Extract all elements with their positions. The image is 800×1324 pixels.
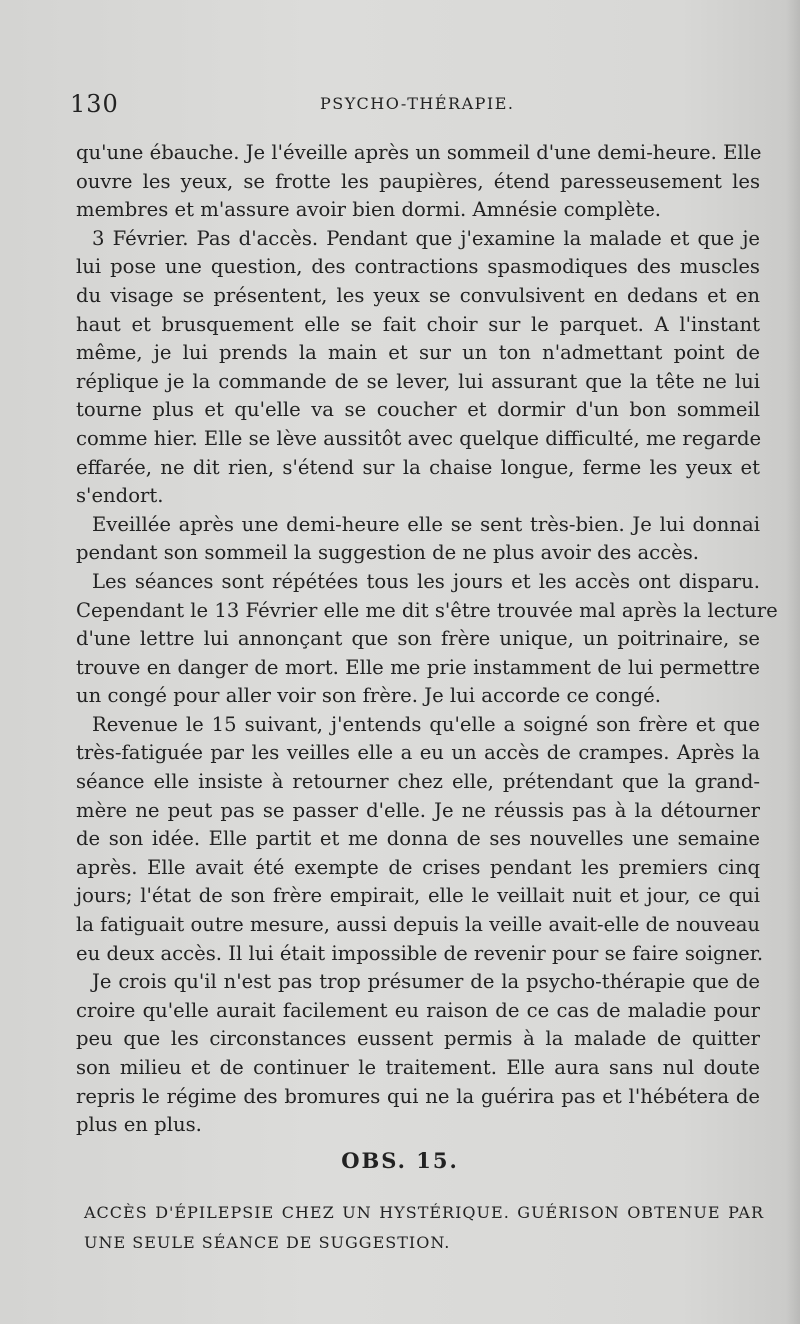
running-title: PSYCHO-THÉRAPIE. bbox=[320, 94, 515, 113]
text-line: séance elle insiste à retourner chez elle, prétendant que la grand- bbox=[76, 770, 760, 794]
text-line: d'une lettre lui annonçant que son frère unique, un poitrinaire, se bbox=[76, 627, 760, 651]
text-line: Les séances sont répétées tous les jours et les accès ont disparu. bbox=[92, 569, 760, 593]
text-line: Je crois qu'il n'est pas trop présumer de la psycho-thérapie que de bbox=[92, 970, 760, 994]
text-line: haut et brusquement elle se fait choir sur le parquet. A l'instant bbox=[76, 312, 760, 336]
text-line: plus en plus. bbox=[76, 1113, 202, 1137]
text-line: qu'une ébauche. Je l'éveille après un sommeil d'une demi-heure. Elle bbox=[76, 141, 762, 164]
text-line: réplique je la commande de se lever, lui assurant que la tête ne lui bbox=[76, 369, 760, 393]
text-line: Cependant le 13 Février elle me dit s'être trouvée mal après la lecture bbox=[76, 598, 778, 622]
text-line: un congé pour aller voir son frère. Je lui accorde ce congé. bbox=[76, 684, 662, 708]
running-head bbox=[70, 90, 760, 120]
text-line: trouve en danger de mort. Elle me prie instamment de lui permettre bbox=[76, 655, 760, 679]
text-line: mère ne peut pas se passer d'elle. Je ne réussis pas à la détourner bbox=[76, 798, 760, 822]
text-line: lui pose une question, des contractions spasmodiques des muscles bbox=[76, 255, 760, 279]
text-line: jours; l'état de son frère empirait, elle le veillait nuit et jour, ce qui bbox=[76, 884, 760, 908]
observation-heading: OBS. 15. bbox=[341, 1148, 459, 1173]
text-line: de son idée. Elle partit et me donna de ses nouvelles une semaine bbox=[76, 827, 760, 851]
subtitle-line: UNE SEULE SÉANCE DE SUGGESTION. bbox=[84, 1233, 451, 1252]
text-line: son milieu et de continuer le traitement. Elle aura sans nul doute bbox=[76, 1056, 760, 1079]
text-line: repris le régime des bromures qui ne la guérira pas et l'hébétera de bbox=[76, 1084, 760, 1108]
text-line: Revenue le 15 suivant, j'entends qu'elle a soigné son frère et que bbox=[92, 712, 760, 736]
text-line: effarée, ne dit rien, s'étend sur la chaise longue, ferme les yeux et bbox=[76, 455, 760, 479]
text-line: s'endort. bbox=[76, 484, 164, 508]
page-number: 130 bbox=[70, 90, 119, 118]
text-line: comme hier. Elle se lève aussitôt avec quelque difficulté, me regarde bbox=[76, 426, 762, 450]
text-line: eu deux accès. Il lui était impossible de revenir pour se faire soigner. bbox=[76, 941, 764, 965]
text-line: tourne plus et qu'elle va se coucher et dormir d'un bon sommeil bbox=[76, 398, 760, 422]
text-line: même, je lui prends la main et sur un ton n'admettant point de bbox=[76, 341, 760, 365]
text-line: ouvre les yeux, se frotte les paupières, étend paresseusement les bbox=[76, 169, 760, 193]
body-text bbox=[76, 139, 778, 1140]
text-line: membres et m'assure avoir bien dormi. Amnésie complète. bbox=[76, 198, 662, 222]
text-line: la fatiguait outre mesure, aussi depuis la veille avait-elle de nouveau bbox=[76, 913, 760, 937]
text-line: Eveillée après une demi-heure elle se sent très-bien. Je lui donnai bbox=[92, 512, 760, 536]
text-line: du visage se présentent, les yeux se convulsivent en dedans et en bbox=[76, 283, 760, 307]
text-line: après. Elle avait été exempte de crises pendant les premiers cinq bbox=[76, 855, 760, 879]
observation-subtitle bbox=[84, 1198, 764, 1258]
text-line: pendant son sommeil la suggestion de ne plus avoir des accès. bbox=[76, 541, 700, 565]
text-line: croire qu'elle aurait facilement eu raison de ce cas de maladie pour bbox=[76, 998, 760, 1022]
subtitle-line: ACCÈS D'ÉPILEPSIE CHEZ UN HYSTÉRIQUE. GUÉRISON OBTENUE PAR bbox=[84, 1203, 764, 1222]
text-line: peu que les circonstances eussent permis à la malade de quitter bbox=[76, 1027, 760, 1051]
text-line: très-fatiguée par les veilles elle a eu un accès de crampes. Après la bbox=[76, 741, 760, 765]
text-line: 3 Février. Pas d'accès. Pendant que j'examine la malade et que je bbox=[92, 226, 760, 250]
